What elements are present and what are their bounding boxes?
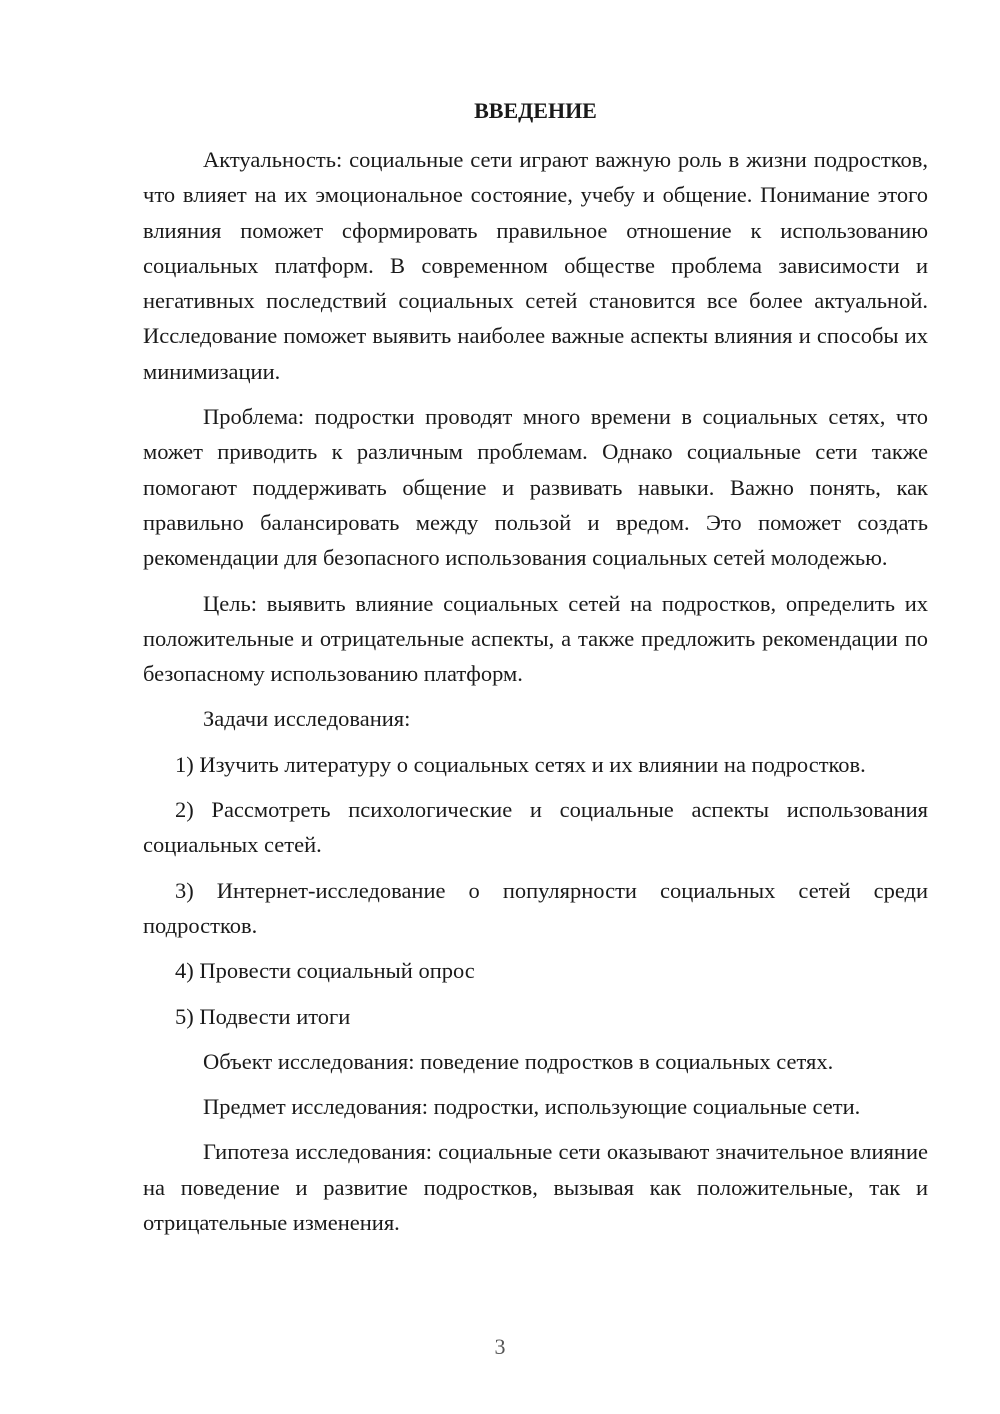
problem-paragraph: Проблема: подростки проводят много времени в социальных сетях, что может приводить к различным проблемам. Однако социальные сети также помогают поддерживать общение и развивать навыки. Важно понять, как правильно балансировать между пользой и вредом. Это поможет создать рекомендации для безопасного использования социальных сетей молодежью. — [143, 404, 928, 571]
subject-paragraph: Предмет исследования: подростки, использующие социальные сети. — [203, 1094, 861, 1120]
hypothesis-paragraph: Гипотеза исследования: социальные сети оказывают значительное влияние на поведение и развитие подростков, вызывая как положительные, так и отрицательные изменения. — [143, 1139, 928, 1236]
tasks-heading: Задачи исследования: — [203, 706, 411, 732]
task-item: 1) Изучить литературу о социальных сетях и их влиянии на подростков. — [175, 751, 866, 777]
relevance-paragraph: Актуальность: социальные сети играют важную роль в жизни подростков, что влияет на их эмоциональное состояние, учебу и общение. Понимание этого влияния поможет сформировать правильное отношение к использованию социальных платформ. В современном обществе проблема зависимости и негативных последствий социальных сетей становится все более актуальной. Исследование поможет выявить наиболее важные аспекты влияния и способы их минимизации. — [143, 147, 928, 384]
page-number: 3 — [494, 1334, 506, 1359]
page-title: ВВЕДЕНИЕ — [474, 98, 597, 123]
task-item: 2) Рассмотреть психологические и социальные аспекты использования социальных сетей. — [143, 797, 928, 858]
task-item: 3) Интернет-исследование о популярности социальных сетей среди подростков. — [143, 877, 928, 938]
object-paragraph: Объект исследования: поведение подростков в социальных сетях. — [203, 1048, 834, 1074]
document-body — [143, 142, 928, 1250]
task-item: 5) Подвести итоги — [175, 1003, 351, 1029]
task-item: 4) Провести социальный опрос — [175, 958, 475, 984]
goal-paragraph: Цель: выявить влияние социальных сетей на подростков, определить их положительные и отрицательные аспекты, а также предложить рекомендации по безопасному использованию платформ. — [143, 590, 928, 687]
